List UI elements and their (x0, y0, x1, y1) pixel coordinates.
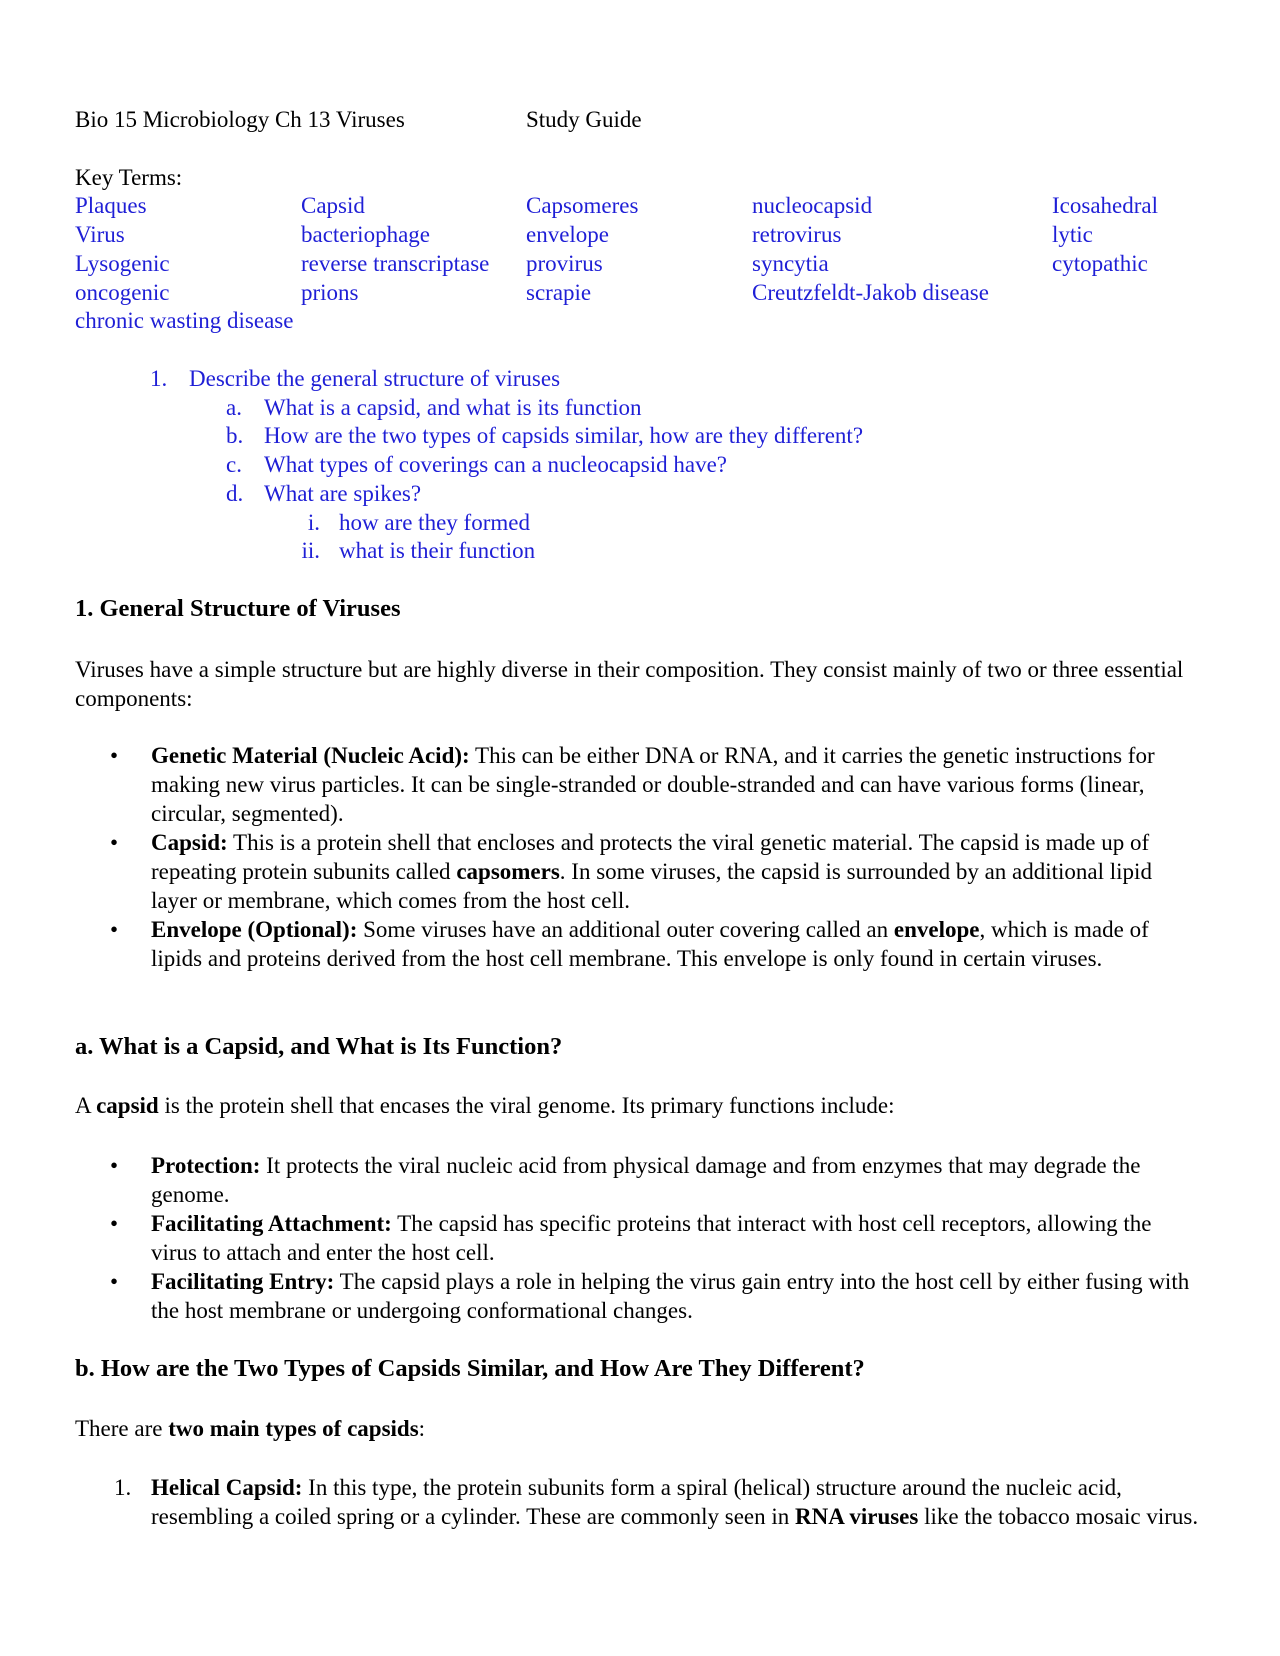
key-term: reverse transcriptase (301, 251, 490, 276)
key-terms-label: Key Terms: (75, 165, 183, 190)
key-term: retrovirus (752, 222, 842, 247)
key-term: Capsomeres (526, 193, 639, 218)
bullet-icon: • (110, 917, 119, 942)
bullet-icon: • (110, 743, 119, 768)
term-bold: capsomers (456, 859, 560, 884)
list-item (0, 1473, 1201, 1531)
document-subtitle: Study Guide (526, 107, 642, 132)
item-text: It protects the viral nucleic acid from physical damage and from enzymes that may degrade the genome. (151, 1153, 1141, 1207)
intro-text: A (75, 1093, 97, 1118)
outline-question: how are they formed (339, 510, 530, 535)
key-term: envelope (526, 222, 610, 247)
outline-letter: d. (226, 481, 244, 506)
item-text: This is a protein shell that encloses and protects the viral genetic material. The capsid is made up of repeating protein subunits called (151, 830, 1150, 884)
outline-question: What is a capsid, and what is its function (264, 395, 642, 420)
key-term: Icosahedral (1052, 193, 1158, 218)
key-term: lytic (1052, 222, 1093, 247)
term-bold: Envelope (Optional): (151, 917, 358, 942)
key-term: bacteriophage (301, 222, 430, 247)
term-bold: Facilitating Entry: (151, 1269, 335, 1294)
item-text: The capsid plays a role in helping the virus gain entry into the host cell by either fusing with the host membrane or undergoing conformational changes. (151, 1269, 1190, 1323)
list-item (0, 915, 1201, 973)
item-text: like the tobacco mosaic virus. (918, 1504, 1199, 1529)
section-heading: b. How are the Two Types of Capsids Similar, and How Are They Different? (75, 1355, 865, 1382)
section-intro (75, 1414, 1205, 1443)
outline-question: what is their function (339, 538, 536, 563)
term-bold: envelope (893, 917, 980, 942)
outline-roman: ii. (301, 538, 320, 563)
list-item (0, 1151, 1201, 1209)
term-bold: two main types of capsids (168, 1416, 419, 1441)
section-intro (75, 1091, 1205, 1120)
key-term: oncogenic (75, 280, 170, 305)
term-bold: Genetic Material (Nucleic Acid): (151, 743, 470, 768)
key-term: Plaques (75, 193, 147, 218)
outline-question: What types of coverings can a nucleocapsid have? (264, 452, 727, 477)
list-item (0, 1209, 1201, 1267)
item-text: In this type, the protein subunits form a spiral (helical) structure around the nucleic acid, resembling a coiled spring or a cylinder. These are commonly seen in (151, 1475, 1122, 1529)
term-bold: capsid (96, 1093, 159, 1118)
bullet-icon: • (110, 1211, 119, 1236)
item-number: 1. (114, 1475, 132, 1500)
list-item (0, 1267, 1201, 1325)
outline-letter: b. (226, 423, 244, 448)
outline-number: 1. (150, 366, 168, 391)
item-text: This can be either DNA or RNA, and it carries the genetic instructions for making new virus particles. It can be single-stranded or double-stranded and can have various forms (linear, circular, segmented). (151, 743, 1155, 826)
outline-letter: a. (226, 395, 242, 420)
key-term: chronic wasting disease (75, 308, 294, 333)
numbered-list (0, 1473, 1201, 1531)
term-bold: RNA viruses (795, 1504, 919, 1529)
term-bold: Helical Capsid: (151, 1475, 303, 1500)
bullet-icon: • (110, 1269, 119, 1294)
key-term: scrapie (526, 280, 592, 305)
list-item (0, 741, 1201, 828)
key-term: Lysogenic (75, 251, 170, 276)
item-text: Some viruses have an additional outer covering called an (357, 917, 894, 942)
key-term: prions (301, 280, 359, 305)
item-text: The capsid has specific proteins that interact with host cell receptors, allowing the virus to attach and enter the host cell. (151, 1211, 1152, 1265)
section-intro: Viruses have a simple structure but are highly diverse in their composition. They consist mainly of two or three essential components: (75, 657, 1184, 711)
outline-question: How are the two types of capsids similar, how are they different? (264, 423, 864, 448)
intro-text: is the protein shell that encases the viral genome. Its primary functions include: (158, 1093, 895, 1118)
key-term: Virus (75, 222, 125, 247)
outline-letter: c. (226, 452, 242, 477)
key-term: cytopathic (1052, 251, 1148, 276)
bullet-list (0, 1151, 1201, 1325)
document-title: Bio 15 Microbiology Ch 13 Viruses (75, 107, 405, 132)
key-term: nucleocapsid (752, 193, 873, 218)
list-item (0, 828, 1201, 915)
key-term: Capsid (301, 193, 365, 218)
term-bold: Capsid: (151, 830, 228, 855)
bullet-list (0, 741, 1201, 973)
bullet-icon: • (110, 1153, 119, 1178)
term-bold: Protection: (151, 1153, 261, 1178)
item-text: , which is made of lipids and proteins derived from the host cell membrane. This envelope is only found in certain viruses. (151, 917, 1149, 971)
outline-question: Describe the general structure of viruses (189, 366, 561, 391)
key-term: syncytia (752, 251, 829, 276)
item-text: . In some viruses, the capsid is surrounded by an additional lipid layer or membrane, which comes from the host cell. (151, 859, 1152, 913)
term-bold: Facilitating Attachment: (151, 1211, 392, 1236)
section-heading: 1. General Structure of Viruses (75, 595, 401, 622)
intro-text: : (418, 1416, 426, 1441)
key-term: Creutzfeldt-Jakob disease (752, 280, 989, 305)
bullet-icon: • (110, 830, 119, 855)
outline-question: What are spikes? (264, 481, 422, 506)
key-term: provirus (526, 251, 603, 276)
section-heading: a. What is a Capsid, and What is Its Function? (75, 1033, 563, 1060)
outline-roman: i. (307, 510, 320, 535)
intro-text: There are (75, 1416, 169, 1441)
